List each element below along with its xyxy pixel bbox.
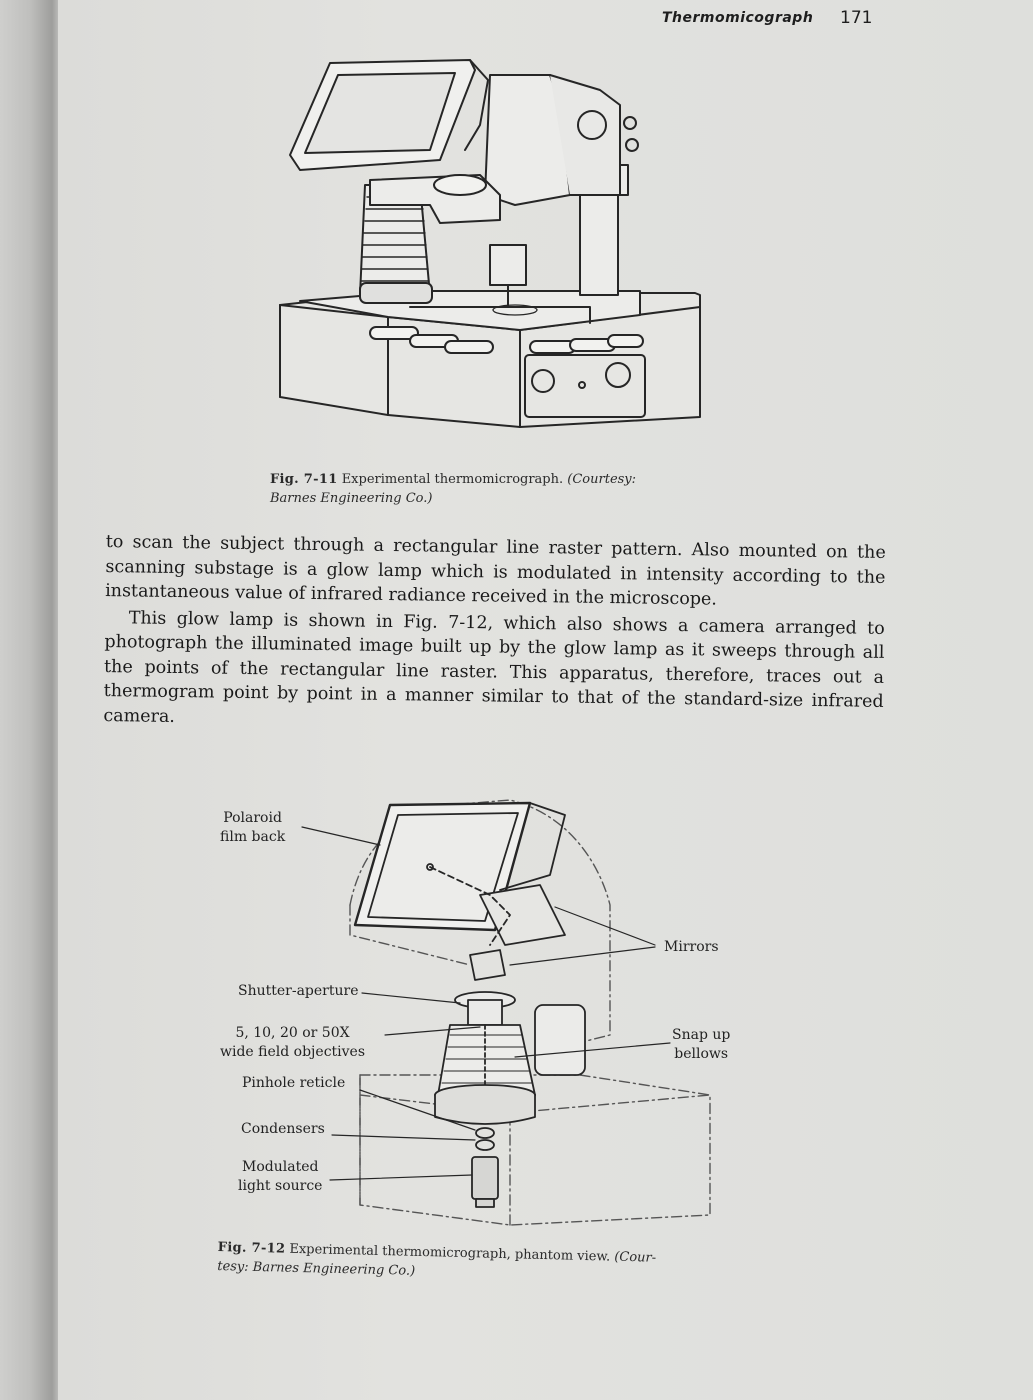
callout-mirrors: Mirrors xyxy=(664,939,719,955)
callout-polaroid-line2: film back xyxy=(220,829,286,845)
callout-snap-up-bellows xyxy=(672,1026,730,1064)
figure-7-12-credit-start: (Cour- xyxy=(614,1249,657,1266)
callout-objectives-line1: 5, 10, 20 or 50X xyxy=(235,1025,350,1041)
callout-polaroid-line1: Polaroid xyxy=(223,810,282,826)
callout-condensers: Condensers xyxy=(241,1121,325,1137)
page-header xyxy=(600,8,900,32)
figure-7-11-label: Fig. 7-11 xyxy=(270,472,338,487)
figure-7-12-caption-text: Experimental thermomicrograph, phantom view. xyxy=(289,1241,611,1265)
figure-7-12-credit-end: tesy: Barnes Engineering Co.) xyxy=(217,1258,416,1279)
paragraph-2: This glow lamp is shown in Fig. 7-12, which also shows a camera arranged to photograph the illuminated image built up by the glow lamp as it sweeps through all the points of the rectangular line raster. This apparatus, therefore, traces out a thermogram point by point in a manner similar to that of the standard-size infrared camera. xyxy=(103,607,885,727)
callout-polaroid-film-back xyxy=(220,809,285,847)
figure-7-11-caption xyxy=(270,470,740,508)
callout-objectives-line2: wide field objectives xyxy=(220,1044,366,1060)
callout-bellows-line1: Snap up xyxy=(672,1027,731,1043)
callout-shutter-aperture: Shutter-aperture xyxy=(238,983,359,999)
callout-bellows-line2: bellows xyxy=(674,1046,729,1062)
callout-light-line1: Modulated xyxy=(242,1159,319,1175)
page-number: 171 xyxy=(840,8,873,28)
callout-modulated-light-source xyxy=(238,1158,322,1196)
paragraph-1: to scan the subject through a rectangular line raster pattern. Also mounted on the scanning substage is a glow lamp which is modulated in intensity according to the instantaneous value of infrared radiance received in the microscope. xyxy=(105,531,886,610)
figure-7-11-illustration xyxy=(270,45,710,435)
callout-light-line2: light source xyxy=(238,1178,323,1194)
running-head: Thermomicograph xyxy=(662,10,814,26)
figure-7-11-credit-end: Barnes Engineering Co.) xyxy=(270,491,433,506)
book-gutter xyxy=(0,0,58,1400)
figure-7-11-caption-text: Experimental thermomicrograph. xyxy=(341,472,564,487)
body-text xyxy=(103,530,886,739)
callout-objectives xyxy=(220,1024,365,1062)
figure-7-12-label: Fig. 7-12 xyxy=(217,1239,286,1257)
figure-7-11-credit-start: (Courtesy: xyxy=(567,472,637,487)
callout-pinhole-reticle: Pinhole reticle xyxy=(242,1075,346,1091)
